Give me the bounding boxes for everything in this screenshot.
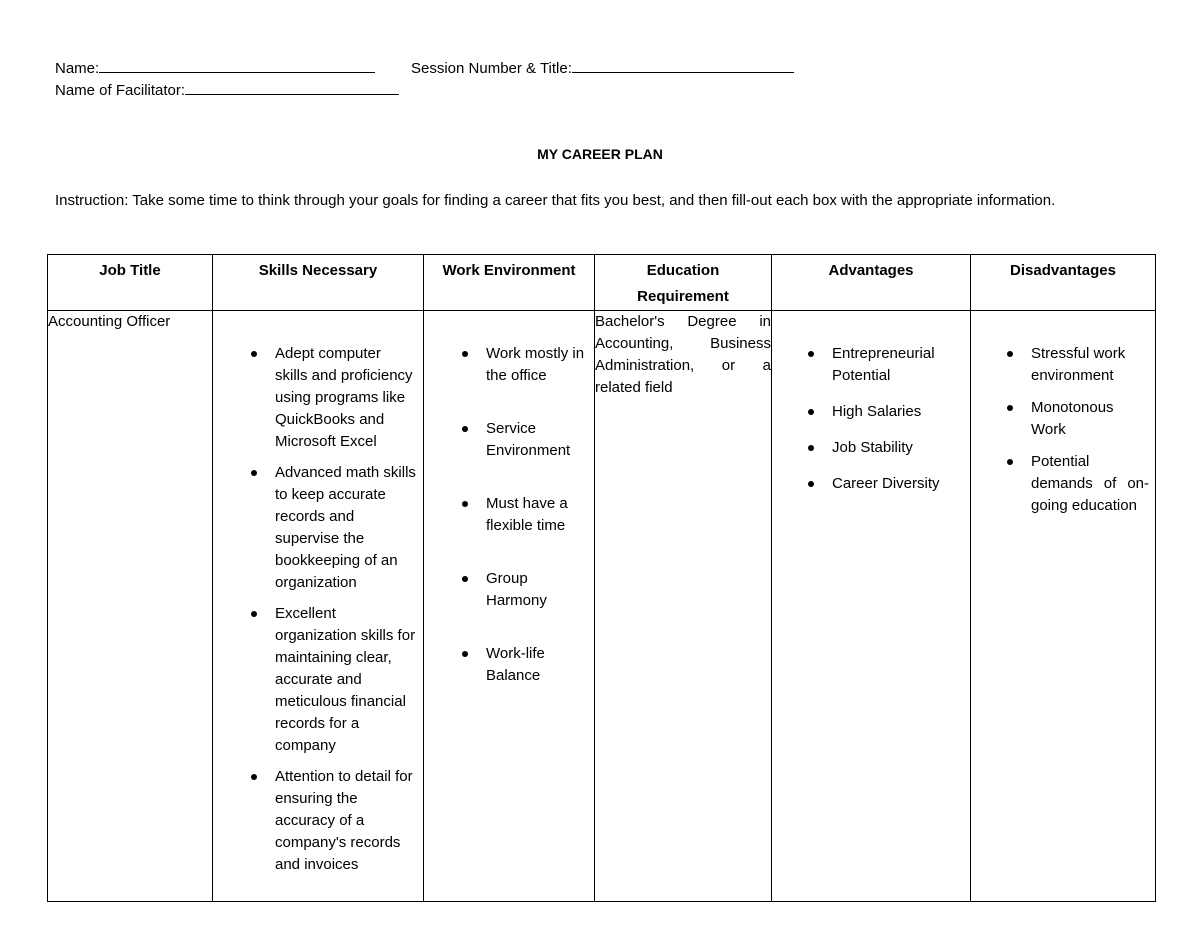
session-blank-line[interactable] bbox=[572, 58, 794, 73]
list-item: Job Stability bbox=[802, 437, 962, 459]
list-item: Attention to detail for ensuring the accuracy of a company's records and invoices bbox=[245, 766, 417, 876]
header-skills: Skills Necessary bbox=[213, 255, 424, 311]
list-item: Advanced math skills to keep accurate records and supervise the bookkeeping of an organization bbox=[245, 462, 417, 594]
list-item: Work mostly in the office bbox=[456, 343, 586, 387]
facilitator-field bbox=[55, 80, 399, 99]
table-row bbox=[48, 311, 1156, 902]
cell-job-title[interactable]: Accounting Officer bbox=[48, 311, 213, 902]
list-item: Must have a flexible time bbox=[456, 493, 586, 537]
list-item: Adept computer skills and proficiency using programs like QuickBooks and Microsoft Excel bbox=[245, 343, 417, 453]
header-job-title: Job Title bbox=[48, 255, 213, 311]
cell-skills[interactable] bbox=[213, 311, 424, 902]
facilitator-blank-line[interactable] bbox=[185, 80, 399, 95]
name-label: Name: bbox=[55, 60, 100, 77]
cell-environment[interactable] bbox=[424, 311, 595, 902]
list-item: Work-life Balance bbox=[456, 643, 586, 687]
list-item: Service Environment bbox=[456, 418, 586, 462]
facilitator-label: Name of Facilitator: bbox=[55, 82, 186, 99]
header-environment: Work Environment bbox=[424, 255, 595, 311]
cell-education[interactable]: Bachelor's Degree in Accounting, Business Administration, or a related field bbox=[595, 311, 772, 902]
name-blank-line[interactable] bbox=[99, 58, 375, 73]
cell-disadvantages[interactable] bbox=[971, 311, 1156, 902]
instruction-text: Instruction: Take some time to think through your goals for finding a career that fits you best, and then fill-out each box with the appropriate information. bbox=[55, 192, 1056, 209]
name-field bbox=[55, 58, 375, 77]
list-item: Entrepreneurial Potential bbox=[802, 343, 962, 387]
list-item: Stressful work environment bbox=[1001, 343, 1149, 387]
list-item: Potential demands of on-going education bbox=[1001, 451, 1149, 517]
header-disadvantages: Disadvantages bbox=[971, 255, 1156, 311]
list-item: Monotonous Work bbox=[1001, 397, 1149, 441]
career-plan-table bbox=[47, 254, 1156, 902]
session-label: Session Number & Title: bbox=[411, 60, 572, 77]
table-header-row bbox=[48, 255, 1156, 311]
list-item: High Salaries bbox=[802, 401, 962, 423]
list-item: Excellent organization skills for maintaining clear, accurate and meticulous financial records for a company bbox=[245, 603, 417, 757]
cell-advantages[interactable] bbox=[772, 311, 971, 902]
header-education: Education Requirement bbox=[595, 255, 772, 311]
page-title: MY CAREER PLAN bbox=[537, 146, 663, 162]
list-item: Career Diversity bbox=[802, 473, 962, 495]
list-item: Group Harmony bbox=[456, 568, 586, 612]
session-field bbox=[411, 58, 794, 77]
header-advantages: Advantages bbox=[772, 255, 971, 311]
